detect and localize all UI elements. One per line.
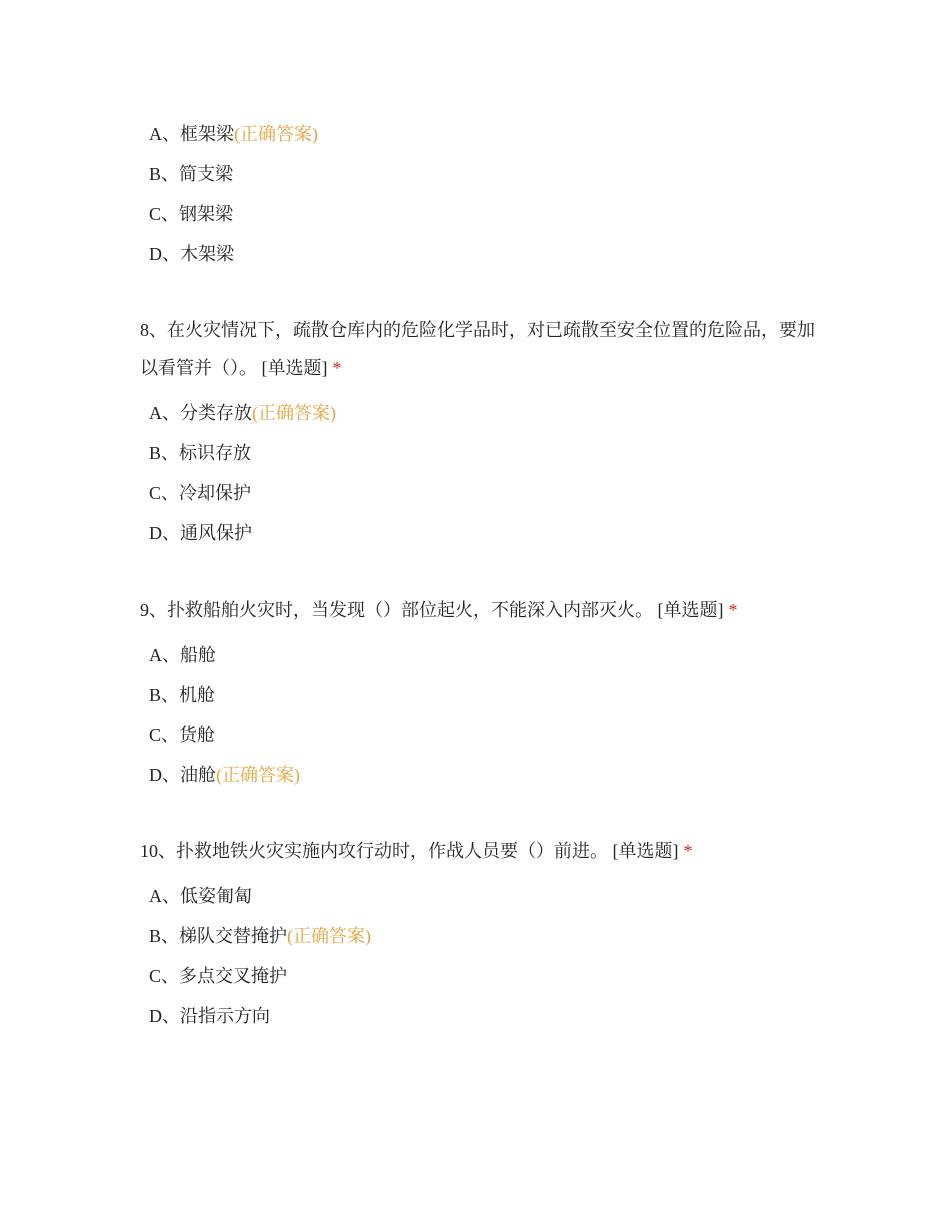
option-a[interactable] (149, 114, 820, 154)
question-block-10 (140, 832, 820, 1036)
correct-answer-tag: (正确答案) (216, 765, 300, 785)
option-c[interactable] (149, 473, 820, 513)
question-block-7 (140, 114, 820, 274)
option-label: A、船舱 (149, 645, 216, 665)
option-label: A、分类存放 (149, 403, 252, 423)
option-label: B、标识存放 (149, 443, 252, 463)
correct-answer-tag: (正确答案) (234, 124, 318, 144)
correct-answer-tag: (正确答案) (287, 926, 372, 946)
option-label: D、木架梁 (149, 244, 234, 264)
option-a[interactable] (149, 393, 820, 433)
option-label: D、通风保护 (149, 523, 252, 543)
correct-answer-tag: (正确答案) (252, 403, 336, 423)
option-b[interactable] (149, 916, 820, 956)
question-title (140, 832, 820, 870)
question-block-9 (140, 591, 820, 795)
question-block-8 (140, 311, 820, 553)
required-mark: * (683, 841, 693, 861)
option-label: C、货舱 (149, 725, 216, 745)
question-text: 10、扑救地铁火灾实施内攻行动时，作战人员要（）前进。 (140, 841, 608, 861)
option-label: B、机舱 (149, 685, 216, 705)
required-mark: * (332, 358, 342, 378)
option-d[interactable] (149, 755, 820, 795)
option-c[interactable] (149, 956, 820, 996)
option-d[interactable] (149, 996, 820, 1036)
question-type-label: [单选题] (261, 358, 328, 378)
option-c[interactable] (149, 715, 820, 755)
question-text: 9、扑救船舶火灾时，当发现（）部位起火，不能深入内部灭火。 (140, 600, 653, 620)
option-label: B、简支梁 (149, 164, 234, 184)
option-label: A、框架梁 (149, 124, 234, 144)
question-type-label: [单选题] (657, 600, 724, 620)
question-title (140, 591, 820, 629)
option-d[interactable] (149, 234, 820, 274)
option-label: B、梯队交替掩护 (149, 926, 288, 946)
option-label: C、多点交叉掩护 (149, 966, 288, 986)
option-b[interactable] (149, 675, 820, 715)
option-c[interactable] (149, 194, 820, 234)
option-label: D、油舱 (149, 765, 216, 785)
question-type-label: [单选题] (612, 841, 679, 861)
required-mark: * (728, 600, 738, 620)
option-label: C、钢架梁 (149, 204, 234, 224)
option-a[interactable] (149, 876, 820, 916)
option-label: D、沿指示方向 (149, 1006, 270, 1026)
option-b[interactable] (149, 154, 820, 194)
option-label: A、低姿匍匐 (149, 886, 252, 906)
option-label: C、冷却保护 (149, 483, 252, 503)
option-a[interactable] (149, 635, 820, 675)
question-text: 8、在火灾情况下，疏散仓库内的危险化学品时，对已疏散至安全位置的危险品，要加以看管并（）。 (140, 320, 815, 378)
question-title (140, 311, 820, 387)
option-b[interactable] (149, 433, 820, 473)
option-d[interactable] (149, 513, 820, 553)
